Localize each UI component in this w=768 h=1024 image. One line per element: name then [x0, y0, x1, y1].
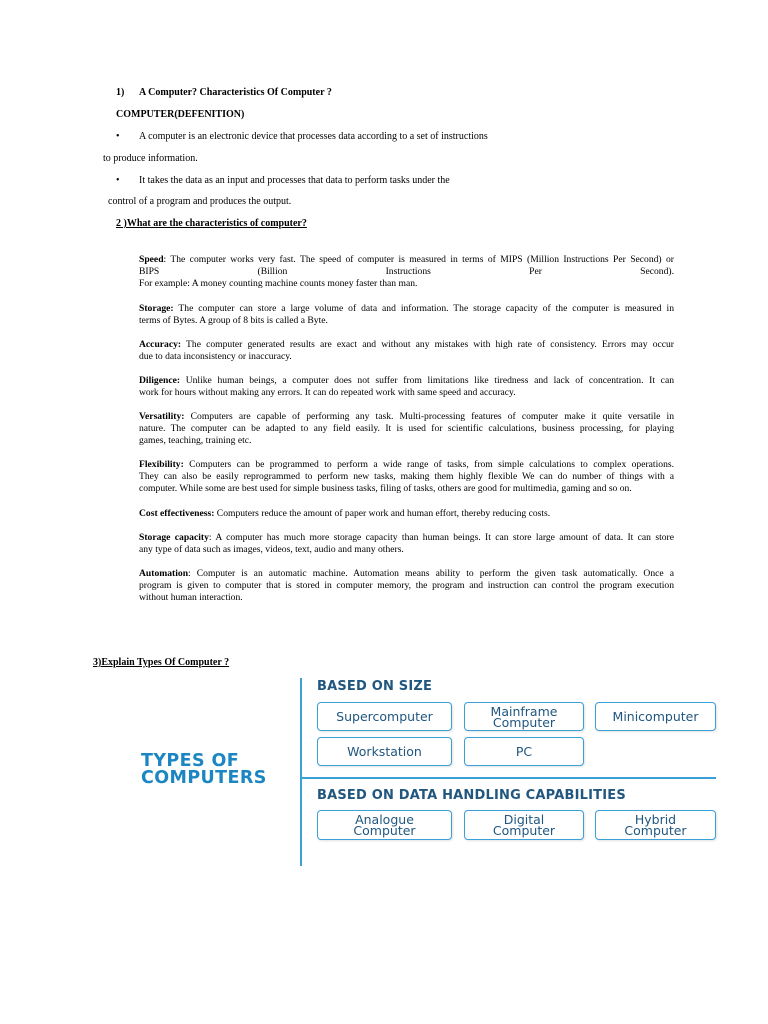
box-label: PC: [515, 744, 533, 759]
characteristic-line: due to data inconsistency or inaccuracy.: [139, 351, 292, 362]
box-label: Workstation: [347, 744, 422, 759]
q2-title: 2 )What are the characteristics of computer?: [116, 218, 307, 229]
characteristic-first-line: [139, 339, 674, 351]
q1-title: A Computer? Characteristics Of Computer ?: [139, 87, 332, 98]
characteristic-first-line: [139, 568, 674, 580]
characteristic-first-line: [139, 459, 674, 471]
bullet-2-line-2: control of a program and produces the output.: [108, 196, 292, 207]
q1-subheading: COMPUTER(DEFENITION): [116, 109, 245, 120]
characteristic-term: Cost effectiveness:: [139, 508, 215, 519]
characteristic-text: The computer generated results are exact and without any mistakes with high rate of consistency. Errors may occur: [181, 339, 674, 350]
box-label: Hybrid: [634, 812, 677, 827]
q1-number: 1): [116, 87, 125, 98]
characteristic-text: Computers reduce the amount of paper work and human effort, thereby reducing costs.: [214, 508, 551, 519]
box-analogue-computer: [317, 810, 452, 840]
characteristic-first-line: [139, 532, 674, 544]
characteristic-first-line: [139, 375, 674, 387]
characteristic-text: Unlike human beings, a computer does not suffer from limitations like tiredness and lack of concentration. It can: [180, 375, 674, 386]
characteristic-paragraph: [139, 254, 674, 290]
characteristic-line: nature. The computer can be adapted to any field easily. It is used for scientific calculations, business processing, for playing: [139, 423, 674, 434]
characteristic-term: Storage capacity: [139, 532, 209, 543]
characteristic-paragraph: [139, 303, 674, 327]
box-label: Computer: [492, 823, 556, 838]
characteristic-paragraph: [139, 508, 674, 520]
bullet-1-line-2: to produce information.: [103, 153, 198, 164]
box-minicomputer: [595, 702, 716, 731]
characteristic-text: Computers can be programmed to perform a wide range of tasks, from simple calculations to complex operations.: [183, 459, 674, 470]
characteristic-paragraph: [139, 459, 674, 495]
characteristic-line: terms of Bytes. A group of 8 bits is called a Byte.: [139, 315, 328, 326]
box-label: Supercomputer: [336, 709, 433, 724]
characteristic-line: program is given to computer that is stored in computer memory, the program and instruction can control the program execution: [139, 580, 674, 591]
characteristic-first-line: [139, 303, 674, 315]
characteristic-first-line: [139, 508, 674, 520]
box-hybrid-computer: [595, 810, 716, 840]
characteristic-term: Flexibility:: [139, 459, 184, 470]
characteristic-line: For example: A money counting machine counts money faster than man.: [139, 278, 418, 289]
characteristic-line: BIPS (Billion Instructions Per Second).: [139, 266, 674, 277]
bullet-icon: •: [116, 131, 120, 142]
characteristic-line: games, teaching, training etc.: [139, 435, 252, 446]
box-label: Digital: [503, 812, 545, 827]
characteristic-paragraph: [139, 532, 674, 556]
box-label: Mainframe: [490, 703, 558, 719]
characteristic-line: any type of data such as images, videos, text, audio and many others.: [139, 544, 404, 555]
box-digital-computer: [464, 810, 584, 840]
box-mainframe-computer: [464, 702, 584, 731]
bullet-icon: •: [116, 175, 120, 186]
characteristic-paragraph: [139, 339, 674, 363]
box-label: Computer: [353, 823, 416, 838]
section-data-heading: BASED ON DATA HANDLING CAPABILITIES: [317, 788, 626, 803]
characteristic-paragraph: [139, 411, 674, 447]
characteristic-term: Diligence:: [139, 375, 181, 386]
characteristic-first-line: [139, 411, 674, 423]
horizontal-divider: [301, 777, 716, 779]
box-supercomputer: [317, 702, 452, 731]
characteristic-term: Speed: [139, 254, 164, 265]
characteristic-term: Automation: [139, 568, 189, 579]
characteristic-text: The computer can store a large volume of data and information. The storage capacity of the computer is measured in: [173, 303, 674, 314]
diagram-title-line-2: COMPUTERS: [141, 768, 267, 788]
characteristic-first-line: [139, 254, 674, 266]
characteristic-line: work for hours without making any errors. It can do repeated work with same speed and accuracy.: [139, 387, 516, 398]
characteristic-text: : The computer works very fast. The speed of computer is measured in terms of MIPS (Million Instructions Per Second) or: [163, 254, 674, 265]
box-label: Minicomputer: [612, 709, 699, 724]
characteristic-text: Computers are capable of performing any task. Multi-processing features of computer make it quite versatile in: [184, 411, 674, 422]
box-workstation: [317, 737, 452, 766]
characteristic-paragraph: [139, 375, 674, 399]
q3-title: 3)Explain Types Of Computer ?: [93, 657, 230, 668]
characteristic-line: computer. While some are best used for simple business tasks, filing of tasks, others are good for multimedia, gaming and so on.: [139, 483, 632, 494]
vertical-divider: [300, 678, 302, 866]
diagram-title-line-1: TYPES OF: [141, 751, 240, 771]
characteristic-term: Versatility:: [139, 411, 185, 422]
characteristic-term: Storage:: [139, 303, 174, 314]
characteristic-text: : A computer has much more storage capacity than human beings. It can store large amount of data. It can store: [208, 532, 674, 543]
box-label: Computer: [624, 823, 687, 838]
characteristic-line: without human interaction.: [139, 592, 243, 603]
bullet-1-line-1: A computer is an electronic device that processes data according to a set of instructions: [139, 131, 488, 142]
box-label: Computer: [492, 714, 556, 730]
characteristic-text: : Computer is an automatic machine. Automation means ability to perform the given task automatically. Once a: [188, 568, 674, 579]
box-label: Analogue: [355, 812, 414, 827]
characteristic-paragraph: [139, 568, 674, 604]
types-of-computers-diagram: [138, 676, 722, 868]
box-pc: [464, 737, 584, 766]
section-size-heading: BASED ON SIZE: [317, 679, 433, 694]
bullet-2-line-1: It takes the data as an input and processes that data to perform tasks under the: [139, 175, 450, 186]
characteristic-line: They can also be easily reprogrammed to perform new tasks, making them highly flexible We can do number of things with a: [139, 471, 674, 482]
characteristic-term: Accuracy:: [139, 339, 182, 350]
diagram-title: [141, 753, 267, 787]
